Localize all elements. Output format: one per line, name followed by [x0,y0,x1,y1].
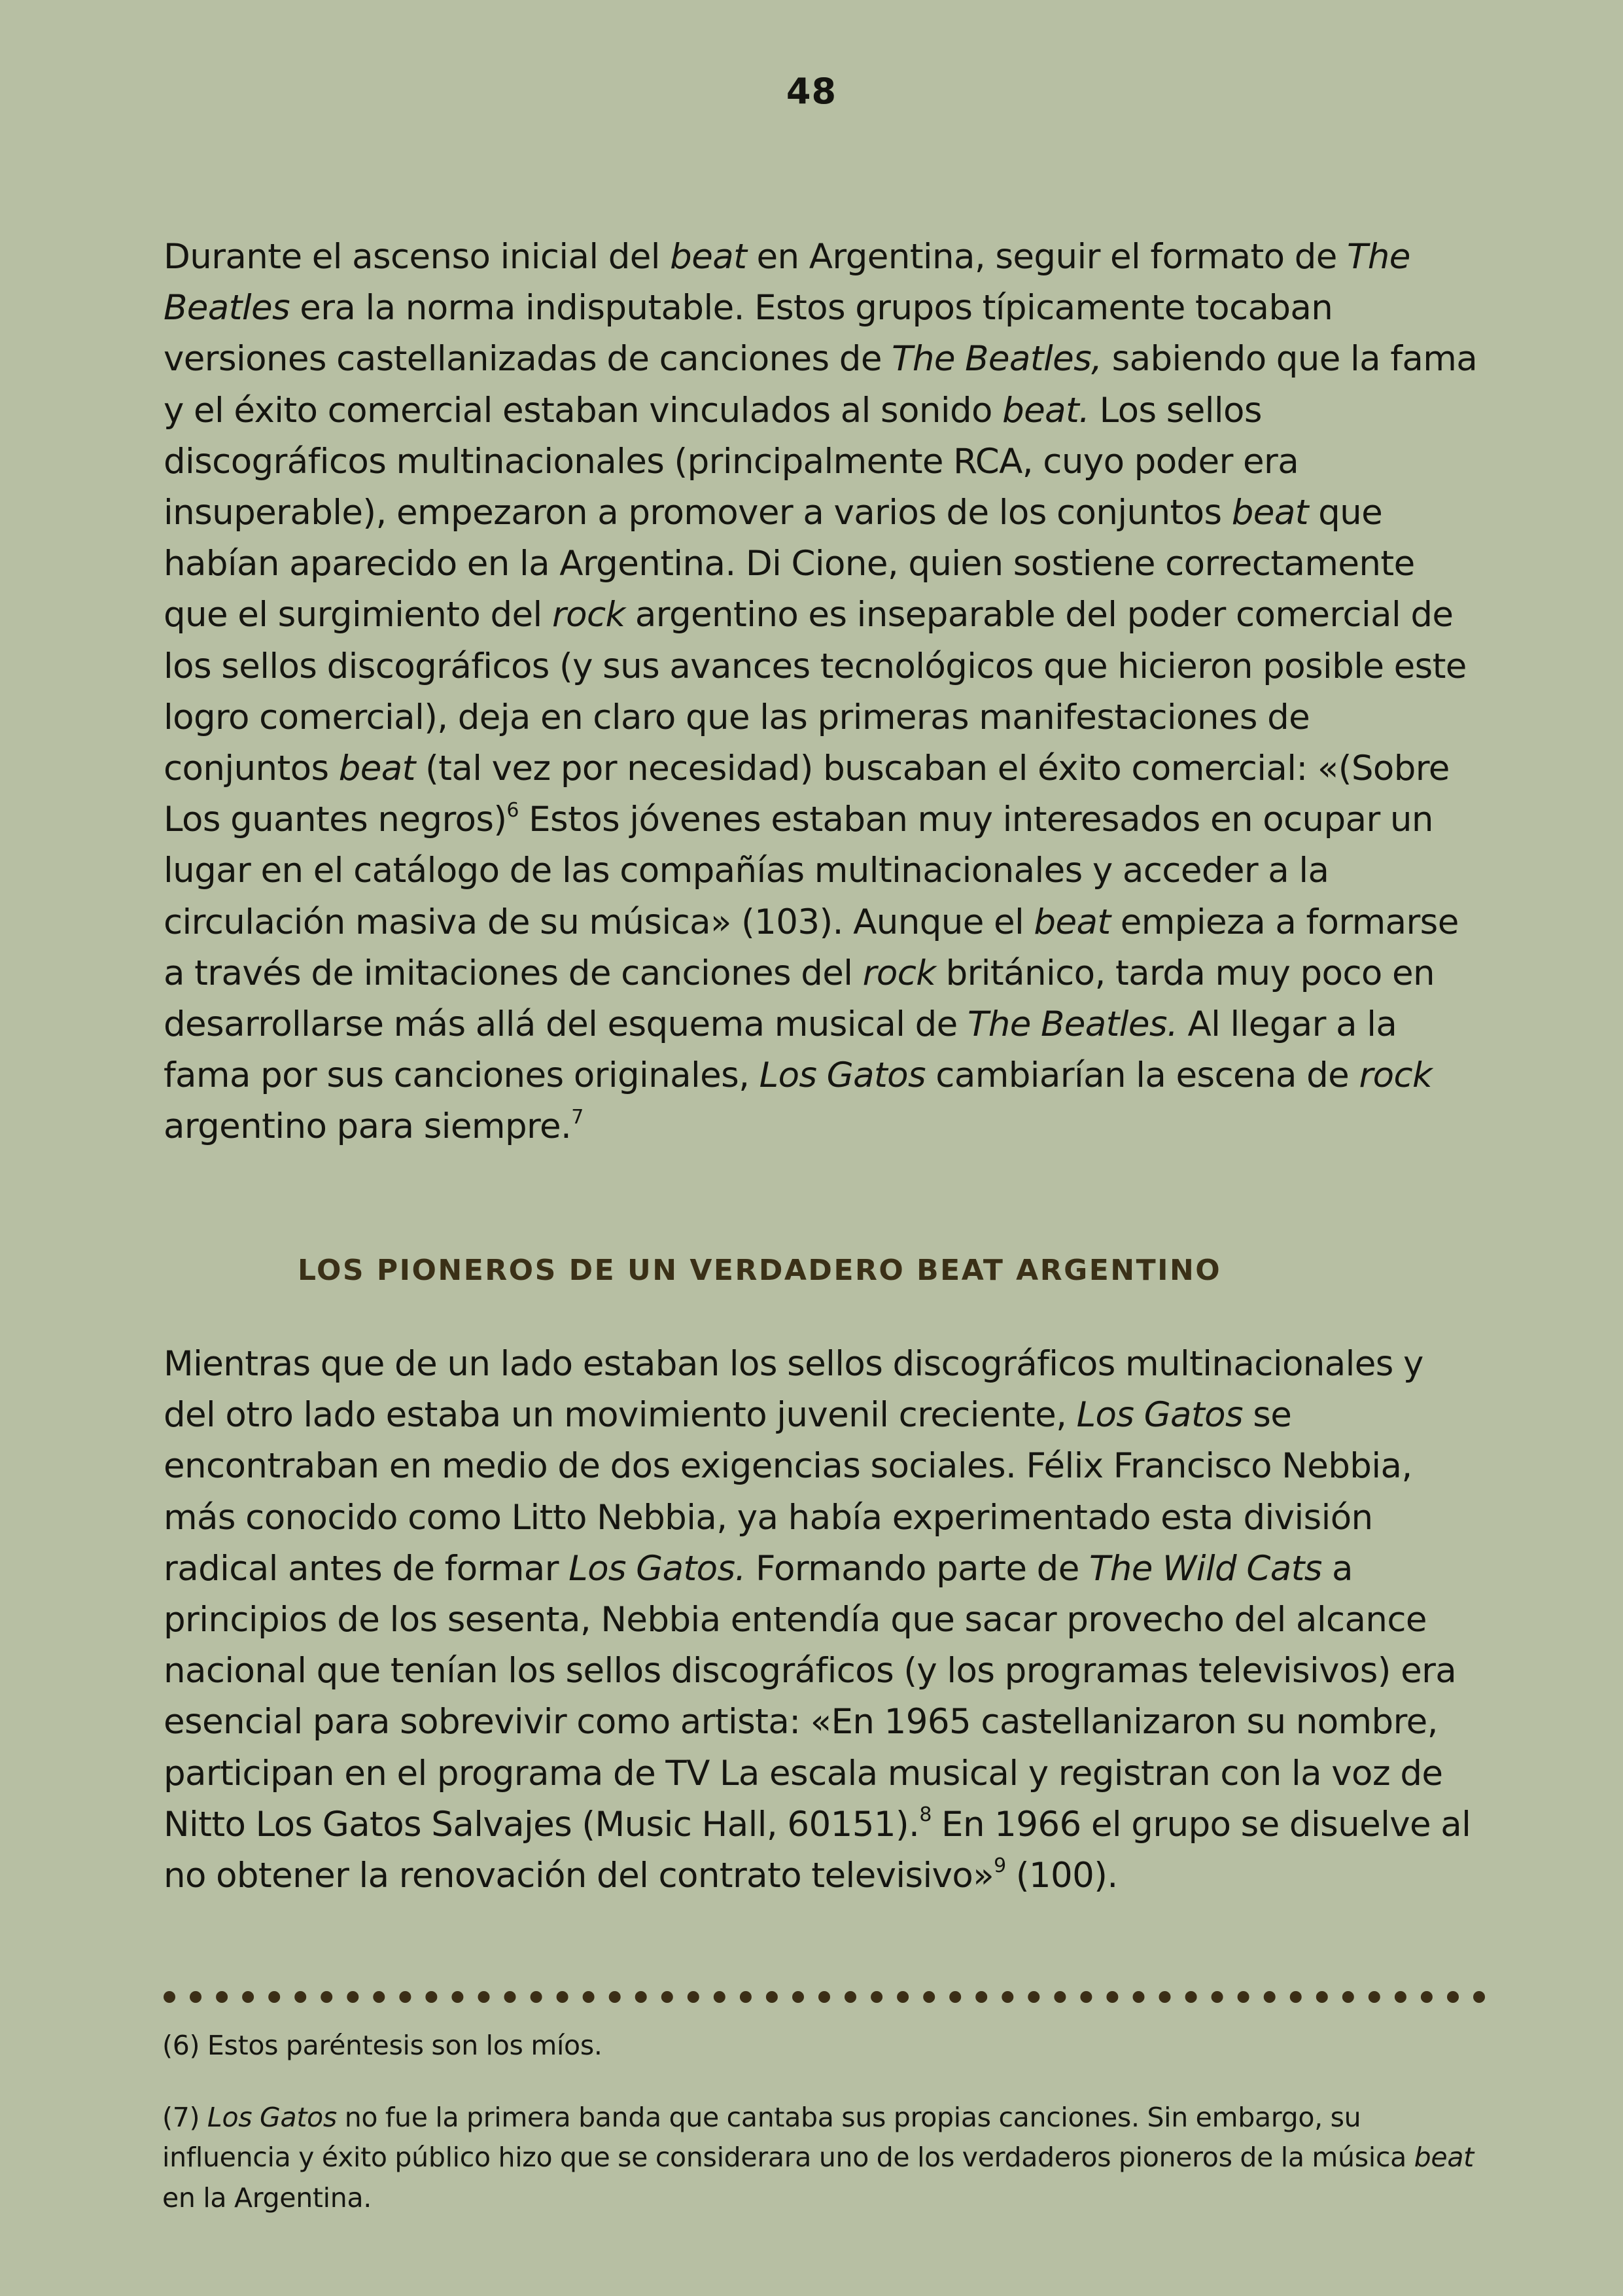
footnote-6: (6) Estos paréntesis son los míos. [162,2030,602,2061]
divider-dot [321,1991,332,2003]
divider-dot [1369,1991,1380,2003]
divider-dot [347,1991,358,2003]
divider-dot [766,1991,778,2003]
divider-dot [635,1991,647,2003]
divider-dot [373,1991,385,2003]
divider-dot [897,1991,909,2003]
footnote-ref-8: 8 [919,1803,932,1827]
divider-dot [1342,1991,1354,2003]
divider-dot [164,1991,175,2003]
divider-dot [609,1991,621,2003]
divider-dot [740,1991,752,2003]
divider-dot [531,1991,542,2003]
body-paragraph-2: Mientras que de un lado estaban los sellos discográficos multinacionales y del otro lado estaba un movimiento juvenil creciente, Los Gatos se encontraban en medio de dos exigencias sociales. Félix Francisco Nebbia, más conocido como Litto Nebbia, ya había experimentado esta división radical antes de formar Los Gatos. Formando parte de The Wild Cats a principios de los sesenta, Nebbia entendía que sacar provecho del alcance nacional que tenían los sellos discográficos (y los programas televisivos) era esencial para sobrevivir como artista: «En 1965 castellanizaron su nombre, participan en el programa de TV La escala musical y registran con la voz de Nitto Los Gatos Salvajes (Music Hall, 60151).$^8$ En 1966 el grupo se disuelve al no obtener la renovación del contrato televisivo»$^9$ (100). [164,1344,1471,1896]
page-number: 48 [786,71,837,112]
divider-dot [1002,1991,1013,2003]
divider-dot [661,1991,673,2003]
divider-dot [1106,1991,1118,2003]
divider-dot [1447,1991,1459,2003]
divider-dot [190,1991,201,2003]
divider-dot [425,1991,437,2003]
divider-dot [583,1991,595,2003]
divider-dot [1395,1991,1406,2003]
divider-dot [1080,1991,1092,2003]
divider-dot [557,1991,568,2003]
divider-dot [975,1991,987,2003]
divider-dot [688,1991,699,2003]
divider-dot [818,1991,830,2003]
footnote-ref-6: 6 [506,798,519,822]
divider-dot [714,1991,725,2003]
divider-dot [1054,1991,1066,2003]
body-paragraph-1: Durante el ascenso inicial del beat en Argentina, seguir el formato de The Beatles era la norma indisputable. Estos grupos típicamente tocaban versiones castellanizadas de canciones de The Beatles, sabiendo que la fama y el éxito comercial estaban vinculados al sonido beat. Los sellos discográficos multinacionales (principalmente RCA, cuyo poder era insuperable), empezaron a promover a varios de los conjuntos beat que habían aparecido en la Argentina. Di Cione, quien sostiene correctamente que el surgimiento del rock argentino es inseparable del poder comercial de los sellos discográficos (y sus avances tecnológicos que hicieron posible este logro comercial), deja en claro que las primeras manifestaciones de conjuntos beat (tal vez por necesidad) buscaban el éxito comercial: «(Sobre Los guantes negros)$^6$ Estos jóvenes estaban muy interesados en ocupar un lugar en el catálogo de las compañías multinacionales y acceder a la circulación masiva de su música» (103). Aunque el beat empieza a formarse a través de imitaciones de canciones del rock británico, tarda muy poco en desarrollarse más allá del esquema musical de The Beatles. Al llegar a la fama por sus canciones originales, Los Gatos cambiarían la escena de rock argentino para siempre.$^7$ [164,237,1478,1147]
divider-dot [1264,1991,1276,2003]
divider-dot [294,1991,306,2003]
divider-dot [1212,1991,1223,2003]
divider-dot [845,1991,856,2003]
divider-dot [1028,1991,1039,2003]
footnote-ref-9: 9 [994,1854,1006,1878]
divider-dot [871,1991,882,2003]
divider-dot [268,1991,280,2003]
divider-dot [923,1991,935,2003]
divider-dot [1159,1991,1171,2003]
divider-dot [1473,1991,1485,2003]
divider-dot [478,1991,490,2003]
divider-dot [1133,1991,1145,2003]
section-heading: LOS PIONEROS DE UN VERDADERO BEAT ARGENTINO [298,1254,1222,1287]
divider-dot [1185,1991,1197,2003]
divider-dot [1421,1991,1433,2003]
divider-dot [216,1991,228,2003]
divider-dot [399,1991,411,2003]
footnote-7: (7) Los Gatos no fue la primera banda que cantaba sus propias canciones. Sin embargo, su influencia y éxito público hizo que se considerara uno de los verdaderos pioneros de la música beat en la Argentina. [162,2101,1474,2214]
divider-dot [242,1991,254,2003]
divider-dot [1290,1991,1302,2003]
footnote-ref-7: 7 [571,1105,584,1129]
dotted-divider [162,1990,1486,2004]
divider-dot [1238,1991,1249,2003]
divider-dot [1316,1991,1328,2003]
divider-dot [792,1991,804,2003]
footnotes [162,2026,1490,2218]
divider-dot [949,1991,961,2003]
divider-dot [451,1991,463,2003]
divider-dot [504,1991,516,2003]
